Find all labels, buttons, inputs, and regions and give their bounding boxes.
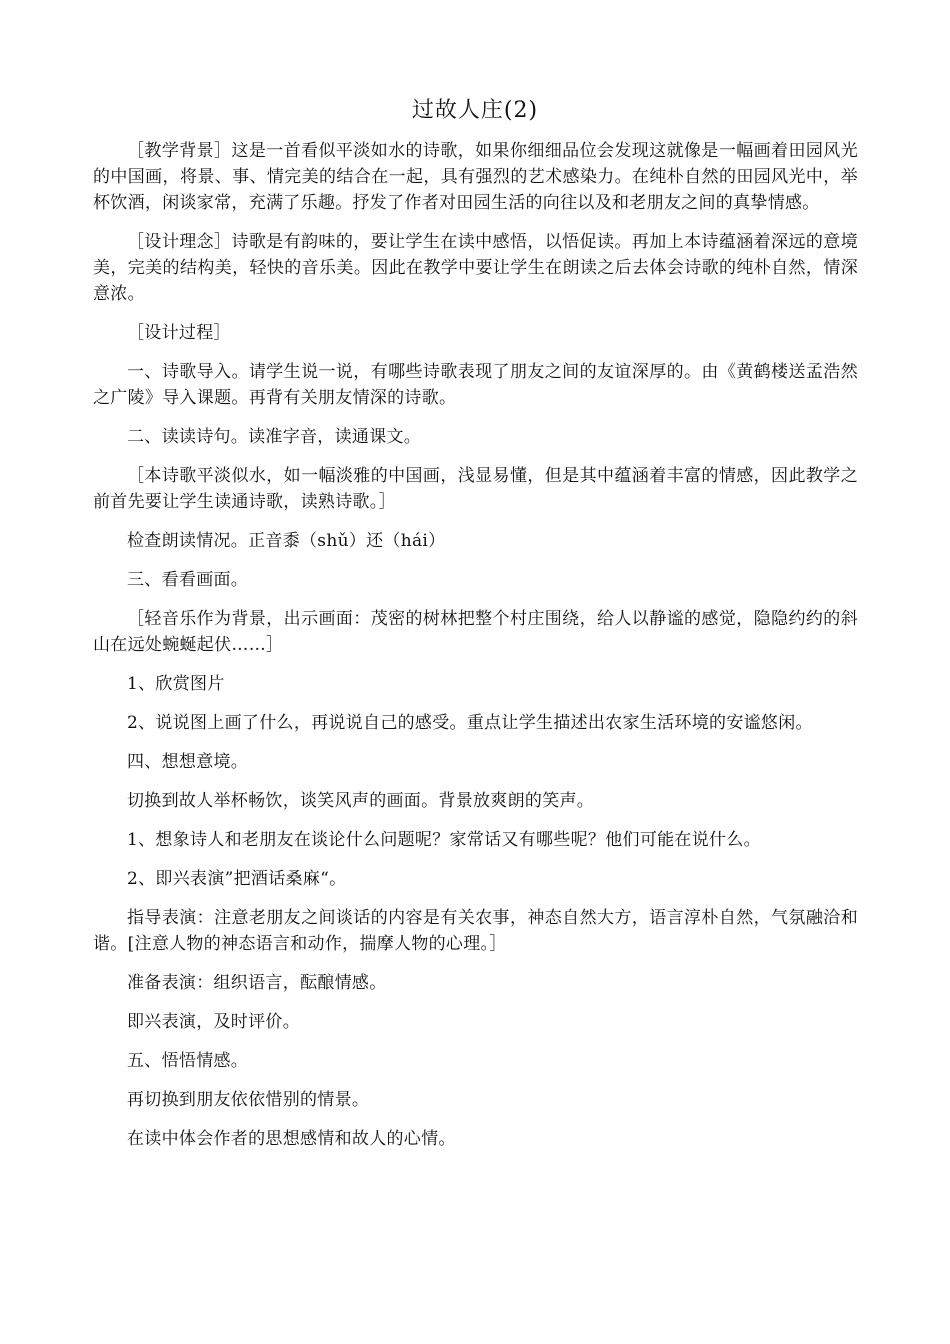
paragraph-step-3-item-2: 2、说说图上画了什么，再说说自己的感受。重点让学生描述出农家生活环境的安谧悠闲。 <box>127 713 813 733</box>
paragraph-step-4-item-1: 1、想象诗人和老朋友在谈论什么问题呢？家常话又有哪些呢？他们可能在说什么。 <box>127 830 761 850</box>
document-body <box>93 138 858 1165</box>
paragraph-step-4-heading: 四、想想意境。 <box>127 752 249 772</box>
paragraph-step-2-heading: 二、读读诗句。读准字音，读通课文。 <box>127 427 422 447</box>
paragraph-step-4-scene: 切换到故人举杯畅饮，谈笑风声的画面。背景放爽朗的笑声。 <box>127 791 595 811</box>
paragraph-performance-prep: 准备表演：组织语言，酝酿情感。 <box>127 973 387 993</box>
paragraph-design-concept: ［设计理念］诗歌是有韵味的，要让学生在读中感悟，以悟促读。再加上本诗蕴涵着深远的意境美，完美的结构美，轻快的音乐美。因此在教学中要让学生在朗读之后去体会诗歌的纯朴自然，情深意浓。 <box>93 232 858 304</box>
paragraph-step-2-note: ［本诗歌平淡似水，如一幅淡雅的中国画，浅显易懂，但是其中蕴涵着丰富的情感，因此教学之前首先要让学生读通诗歌，读熟诗歌。］ <box>93 466 858 512</box>
paragraph-reading-check: 检查朗读情况。正音黍（shǔ）还（hái） <box>127 531 446 551</box>
paragraph-performance-eval: 即兴表演，及时评价。 <box>127 1012 300 1032</box>
paragraph-design-process-heading: ［设计过程］ <box>127 323 231 343</box>
paragraph-step-5-heading: 五、悟悟情感。 <box>127 1051 249 1071</box>
paragraph-step-1-intro: 一、诗歌导入。请学生说一说，有哪些诗歌表现了朋友之间的友谊深厚的。由《黄鹤楼送孟浩然之广陵》导入课题。再背有关朋友情深的诗歌。 <box>93 362 858 408</box>
paragraph-step-3-item-1: 1、欣赏图片 <box>127 674 225 694</box>
paragraph-step-3-heading: 三、看看画面。 <box>127 570 249 590</box>
paragraph-step-5-reading: 在读中体会作者的思想感情和故人的心情。 <box>127 1129 456 1149</box>
paragraph-step-4-item-2: 2、即兴表演”把酒话桑麻“。 <box>127 869 347 889</box>
paragraph-performance-guidance: 指导表演：注意老朋友之间谈话的内容是有关农事，神态自然大方，语言淳朴自然，气氛融洽和谐。[注意人物的神态语言和动作，揣摩人物的心理。］ <box>93 908 858 954</box>
paragraph-teaching-background: ［教学背景］这是一首看似平淡如水的诗歌，如果你细细品位会发现这就像是一幅画着田园风光的中国画，将景、事、情完美的结合在一起，具有强烈的艺术感染力。在纯朴自然的田园风光中，举杯饮酒，闲谈家常，充满了乐趣。抒发了作者对田园生活的向往以及和老朋友之间的真挚情感。 <box>93 141 858 213</box>
paragraph-step-5-scene: 再切换到朋友依依惜别的情景。 <box>127 1090 370 1110</box>
document-title: 过故人庄(2) <box>411 98 539 123</box>
paragraph-step-3-note: ［轻音乐作为背景，出示画面：茂密的树林把整个村庄围绕，给人以静谧的感觉，隐隐约约的斜山在远处蜿蜒起伏……］ <box>93 609 858 655</box>
